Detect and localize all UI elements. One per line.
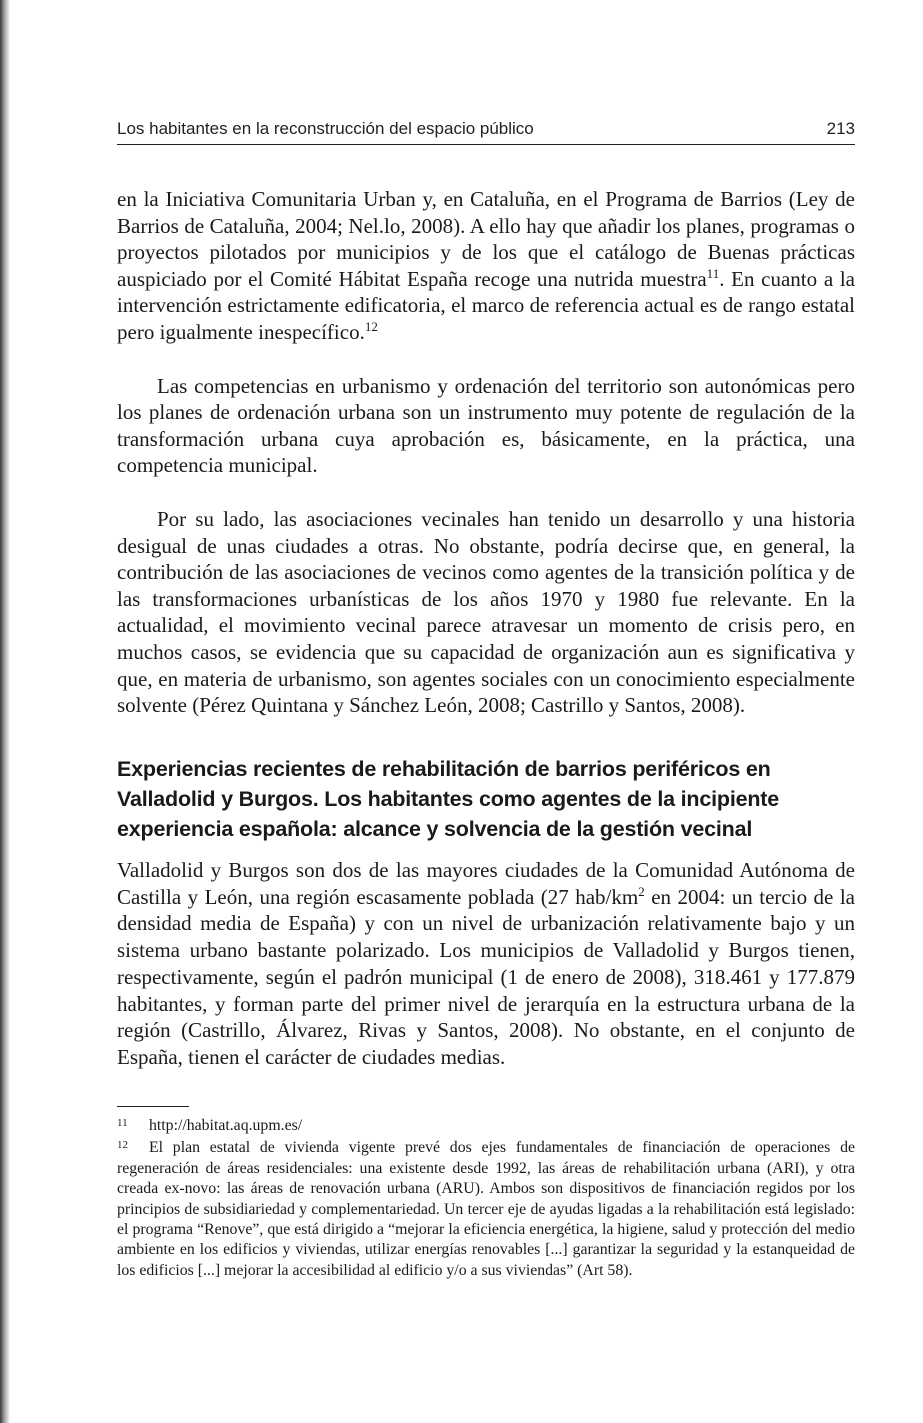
section-paragraph-1 [117, 857, 855, 1071]
paragraph-1 [117, 186, 855, 346]
footnote-11 [117, 1116, 855, 1136]
section-paragraph-1-text-b: en 2004: un tercio de la densidad media de España) y con un nivel de urbanización relativamente bajo y un sistema urbano bastante polarizado. Los municipios de Valladolid y Burgos tienen, respectivamente, según el padrón municipal (1 de enero de 2008), 318.461 y 177.879 habitantes, y forman parte del primer nivel de jerarquía en la estructura urbana de la región (Castrillo, Álvarez, Rivas y Santos, 2008). No obstante, en el conjunto de España, tienen el carácter de ciudades medias. [117, 884, 855, 1069]
section-text [117, 857, 855, 1071]
running-header [117, 118, 855, 145]
page-number: 213 [826, 119, 855, 138]
footnote-separator [117, 1106, 189, 1107]
footnote-ref-11: 11 [706, 265, 720, 281]
section-heading: Experiencias recientes de rehabilitación de barrios periféricos en Valladolid y Burgos. Los habitantes como agentes de la incipiente experiencia española: alcance y solvencia de la gestión vecinal [117, 757, 780, 841]
footnotes [117, 1116, 855, 1283]
footnote-text: El plan estatal de vivienda vigente prevé dos ejes fundamentales de financiación de operaciones de regeneración de áreas residenciales: una existente desde 1992, las áreas de rehabilitación urbana (ARI), y otra creada ex-novo: las áreas de renovación urbana (ARU). Ambos son dispositivos de financiación regidos por los principios de subsidiariedad y complementariedad. Un tercer eje de ayudas ligadas a la rehabilitación está legislado: el programa “Renove”, que está dirigido a “mejorar la eficiencia energética, la higiene, salud y protección del medio ambiente en los edificios y viviendas, utilizar energías renovables [...] garantizar la seguridad y la estanqueidad de los edificios [...] mejorar la accesibilidad al edificio y/o a sus viviendas” (Art 58). [117, 1139, 855, 1279]
footnote-text[interactable]: http://habitat.aq.upm.es/ [149, 1117, 303, 1134]
paragraph-3: Por su lado, las asociaciones vecinales han tenido un desarrollo y una historia desigual de unas ciudades a otras. No obstante, podría decirse que, en general, la contribución de las asociaciones de vecinos como agentes de la transición política y de las transformaciones urbanísticas de los años 1970 y 1980 fue relevante. En la actualidad, el movimiento vecinal parece atravesar un momento de crisis pero, en muchos casos, se evidencia que su capacidad de organización aun es significativa y que, en materia de urbanismo, son agentes sociales con un conocimiento especialmente solvente (Pérez Quintana y Sánchez León, 2008; Castrillo y Santos, 2008). [117, 506, 855, 718]
footnote-number: 12 [117, 1139, 128, 1152]
superscript-2: 2 [638, 883, 645, 899]
section-paragraph-1-text-a: Valladolid y Burgos son dos de las mayores ciudades de la Comunidad Autónoma de Castilla y León, una región escasamente poblada (27 hab/km [117, 858, 855, 909]
footnote-number: 11 [117, 1117, 128, 1129]
footnote-ref-12: 12 [364, 318, 378, 334]
paragraph-2: Las competencias en urbanismo y ordenación del territorio son autonómicas pero los planes de ordenación urbana son un instrumento muy potente de regulación de la transformación urbana cuya aprobación es, básicamente, en la práctica, una competencia municipal. [117, 373, 855, 478]
footnote-12 [117, 1138, 855, 1281]
running-title: Los habitantes en la reconstrucción del espacio público [117, 119, 534, 138]
body-text [117, 186, 855, 719]
page-binding-shadow [0, 0, 10, 1423]
paragraph-1-text-a: en la Iniciativa Comunitaria Urban y, en Cataluña, en el Programa de Barrios (Ley de Barrios de Cataluña, 2004; Nel.lo, 2008). A ello hay que añadir los planes, programas o proyectos pilotados por municipios y de los que el catálogo de Buenas prácticas auspiciado por el Comité Hábitat España recoge una nutrida muestra [117, 187, 855, 291]
paragraph-1-text-b: . En cuanto a la intervención estrictamente edificatoria, el marco de referencia actual es de rango estatal pero igualmente inespecífico. [117, 266, 855, 344]
